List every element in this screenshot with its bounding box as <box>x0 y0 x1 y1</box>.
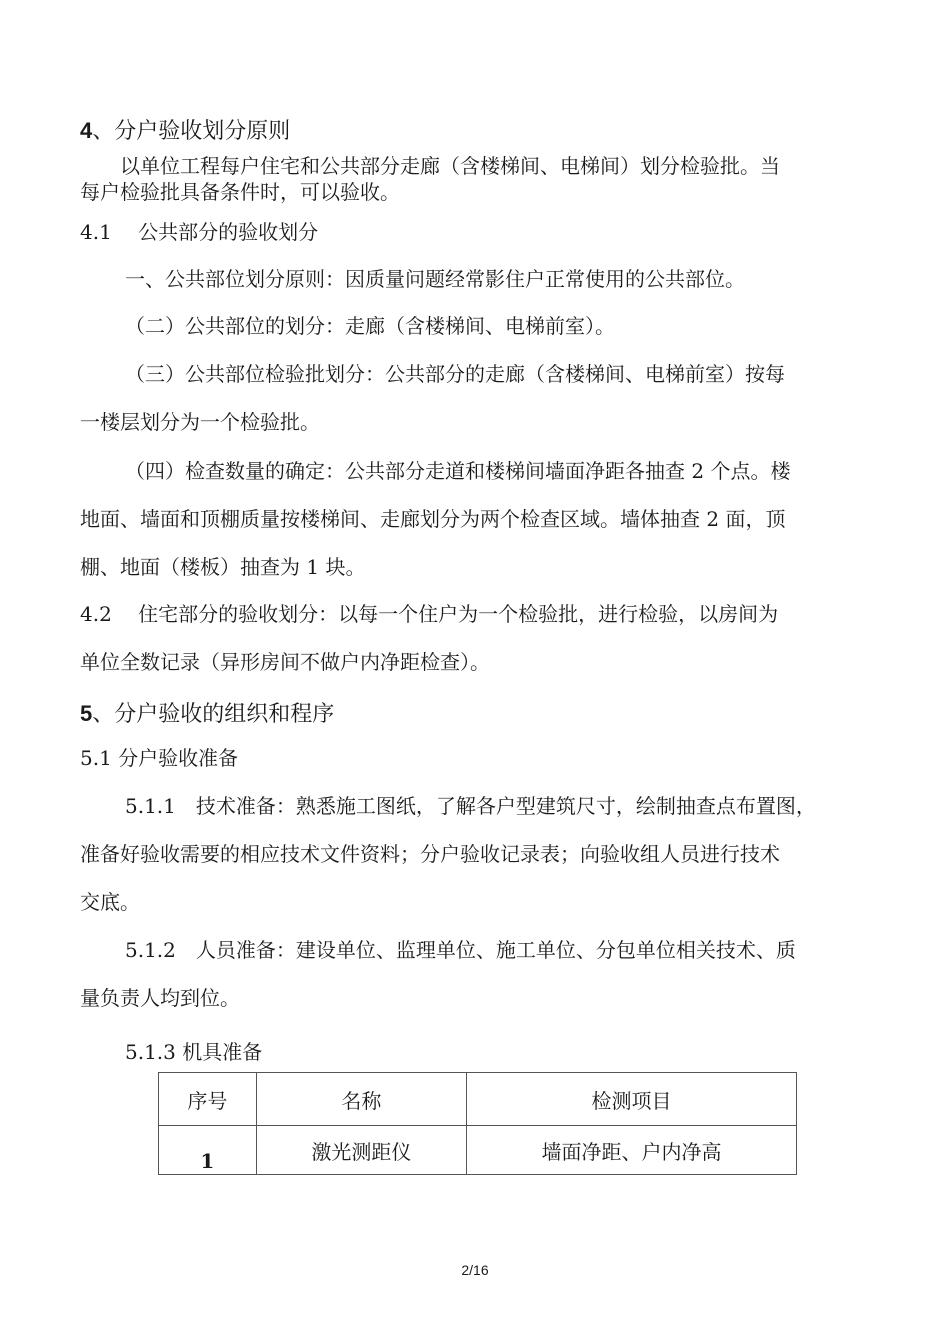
section-4-number: 4 <box>80 118 93 143</box>
table-header-index: 序号 <box>159 1073 257 1126</box>
paragraph-quantity-line-3: 棚、地面（楼板）抽查为 1 块。 <box>80 555 366 579</box>
paragraph-technical-line-2: 准备好验收需要的相应技术文件资料；分户验收记录表；向验收组人员进行技术 <box>80 842 780 866</box>
subsection-5-1-3-title: 5.1.3 机具准备 <box>125 1040 263 1064</box>
paragraph-technical-line-1: 5.1.1 技术准备：熟悉施工图纸，了解各户型建筑尺寸，绘制抽查点布置图， <box>125 794 816 818</box>
table-header-name: 名称 <box>256 1073 466 1126</box>
paragraph-public-division: （二）公共部位的划分：走廊（含楼梯间、电梯前室）。 <box>125 314 615 338</box>
paragraph-quantity-line-2: 地面、墙面和顶棚质量按楼梯间、走廊划分为两个检查区域。墙体抽查 2 面，顶 <box>80 507 786 531</box>
section-5-number: 5 <box>80 701 93 726</box>
page-number: 2/16 <box>461 1262 489 1278</box>
equipment-table <box>158 1072 797 1175</box>
intro-line-1: 以单位工程每户住宅和公共部分走廊（含楼梯间、电梯间）划分检验批。当 <box>120 154 780 178</box>
table-header-item: 检测项目 <box>467 1073 797 1126</box>
subsection-4-2-line-2: 单位全数记录（异形房间不做户内净距检查）。 <box>80 650 490 674</box>
section-5-title: 、分户验收的组织和程序 <box>92 702 335 727</box>
subsection-4-2-line-1: 4.2 住宅部分的验收划分：以每一个住户为一个检验批，进行检验，以房间为 <box>80 602 779 626</box>
paragraph-personnel-line-1: 5.1.2 人员准备：建设单位、监理单位、施工单位、分包单位相关技术、质 <box>125 938 796 962</box>
paragraph-quantity-line-1: （四）检查数量的确定：公共部分走道和楼梯间墙面净距各抽查 2 个点。楼 <box>125 459 791 483</box>
paragraph-batch-division-line-2: 一楼层划分为一个检验批。 <box>80 410 320 434</box>
row-index: 1 <box>200 1149 215 1173</box>
section-5-heading <box>80 700 334 729</box>
paragraph-batch-division-line-1: （三）公共部位检验批划分：公共部分的走廊（含楼梯间、电梯前室）按每 <box>125 362 785 386</box>
table-cell-item: 墙面净距、户内净高 <box>467 1126 797 1175</box>
section-4-heading <box>80 117 290 146</box>
paragraph-public-principle: 一、公共部位划分原则：因质量问题经常影住户正常使用的公共部位。 <box>125 267 745 291</box>
subsection-4-1-title: 4.1 公共部分的验收划分 <box>80 220 319 244</box>
paragraph-technical-line-3: 交底。 <box>80 890 140 914</box>
table-cell-index <box>159 1126 257 1175</box>
table-row <box>159 1126 797 1175</box>
table-cell-name: 激光测距仪 <box>256 1126 466 1175</box>
table-header-row <box>159 1073 797 1126</box>
section-4-title: 、分户验收划分原则 <box>92 119 291 144</box>
subsection-5-1-title: 5.1 分户验收准备 <box>80 746 239 770</box>
intro-line-2: 每户检验批具备条件时，可以验收。 <box>80 180 400 204</box>
paragraph-personnel-line-2: 量负责人均到位。 <box>80 986 240 1010</box>
